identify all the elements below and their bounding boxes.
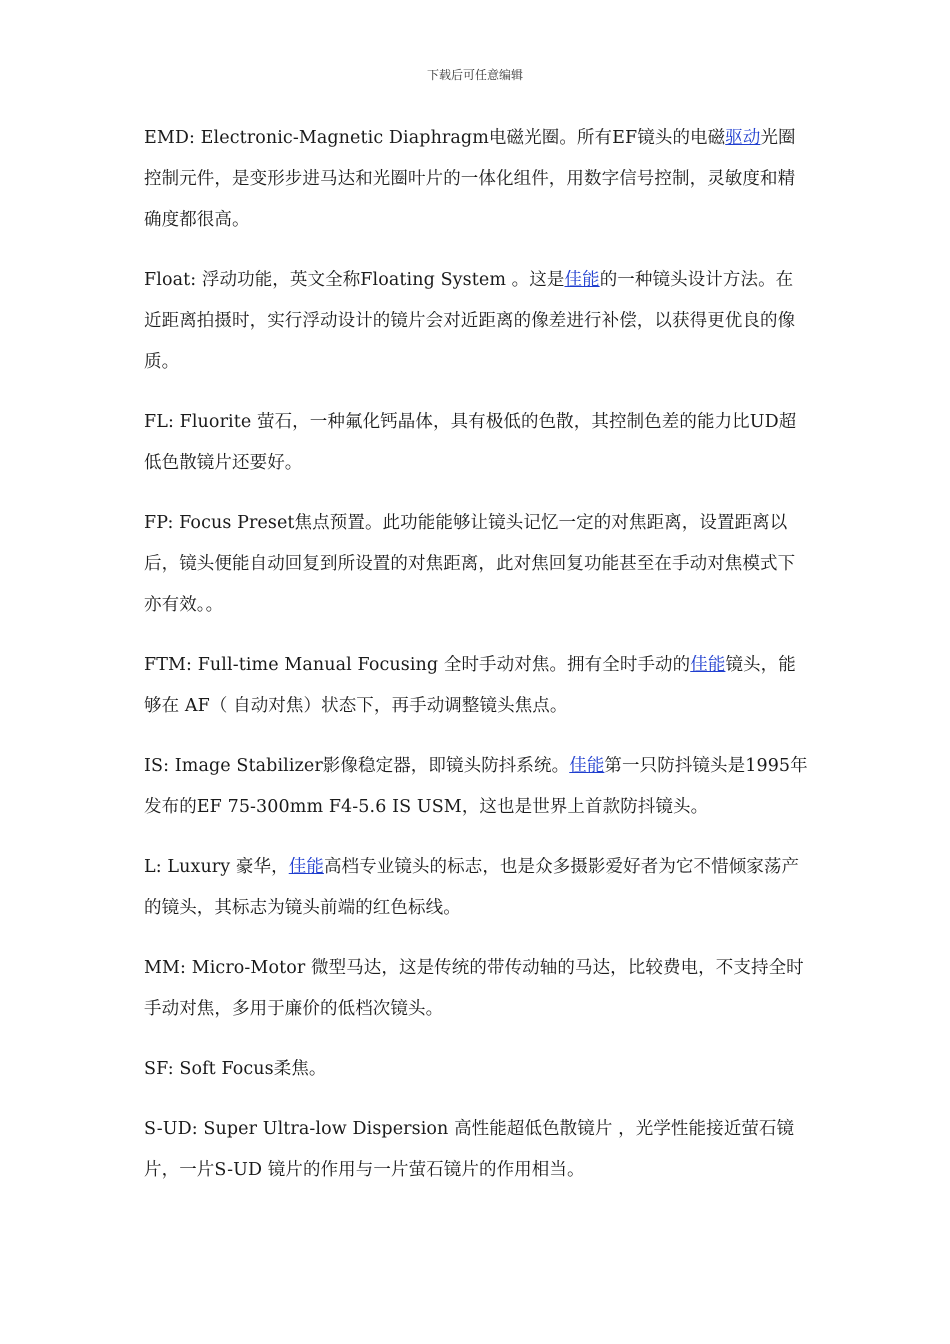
text-segment: L: Luxury 豪华， bbox=[144, 857, 289, 877]
paragraph-fl bbox=[144, 402, 809, 484]
text-segment: 高档专业镜头的标志，也是众多摄影爱好者为它不惜倾家荡产的镜头，其标志为镜头前端的红色标线。 bbox=[144, 857, 800, 918]
paragraph-emd bbox=[144, 118, 809, 241]
paragraph-is bbox=[144, 746, 809, 828]
link-drive[interactable]: 驱动 bbox=[725, 128, 761, 148]
text-segment: MM: Micro-Motor 微型马达，这是传统的带传动轴的马达，比较费电，不支持全时手动对焦，多用于廉价的低档次镜头。 bbox=[144, 958, 804, 1019]
text-segment: 的一种镜头设计方法。在近距离拍摄时，实行浮动设计的镜片会对近距离的像差进行补偿，以获得更优良的像质。 bbox=[144, 270, 796, 372]
link-canon[interactable]: 佳能 bbox=[690, 655, 726, 675]
link-canon[interactable]: 佳能 bbox=[564, 270, 600, 290]
paragraph-mm bbox=[144, 948, 809, 1030]
text-segment: FL: Fluorite 萤石，一种氟化钙晶体，具有极低的色散，其控制色差的能力比UD超低色散镜片还要好。 bbox=[144, 412, 797, 473]
paragraph-fp bbox=[144, 503, 809, 626]
text-segment: EMD: Electronic-Magnetic Diaphragm电磁光圈。所有EF镜头的电磁 bbox=[144, 128, 726, 148]
document-body bbox=[144, 118, 809, 1210]
text-segment: Float: 浮动功能，英文全称Floating System 。这是 bbox=[144, 270, 565, 290]
text-segment: 第一只防抖镜头是1995年发布的EF 75-300mm F4-5.6 IS USM，这也是世界上首款防抖镜头。 bbox=[144, 756, 808, 817]
paragraph-ftm bbox=[144, 645, 809, 727]
text-segment: IS: Image Stabilizer影像稳定器，即镜头防抖系统。 bbox=[144, 756, 570, 776]
text-segment: 镜头，能够在 AF（ 自动对焦）状态下，再手动调整镜头焦点。 bbox=[144, 655, 796, 716]
link-canon[interactable]: 佳能 bbox=[288, 857, 324, 877]
text-segment: FTM: Full-time Manual Focusing 全时手动对焦。拥有全时手动的 bbox=[144, 655, 691, 675]
paragraph-l bbox=[144, 847, 809, 929]
paragraph-sud bbox=[144, 1109, 809, 1191]
paragraph-float bbox=[144, 260, 809, 383]
text-segment: S-UD: Super Ultra-low Dispersion 高性能超低色散镜片 ，光学性能接近萤石镜片，一片S-UD 镜片的作用与一片萤石镜片的作用相当。 bbox=[144, 1119, 795, 1180]
text-segment: SF: Soft Focus柔焦。 bbox=[144, 1059, 327, 1079]
text-segment: 光圈控制元件，是变形步进马达和光圈叶片的一体化组件，用数字信号控制，灵敏度和精确度都很高。 bbox=[144, 128, 796, 230]
page-header: 下载后可任意编辑 bbox=[426, 68, 523, 82]
paragraph-sf bbox=[144, 1049, 809, 1090]
text-segment: FP: Focus Preset焦点预置。此功能能够让镜头记忆一定的对焦距离，设置距离以后，镜头便能自动回复到所设置的对焦距离，此对焦回复功能甚至在手动对焦模式下亦有效。。 bbox=[144, 513, 796, 615]
link-canon[interactable]: 佳能 bbox=[569, 756, 605, 776]
